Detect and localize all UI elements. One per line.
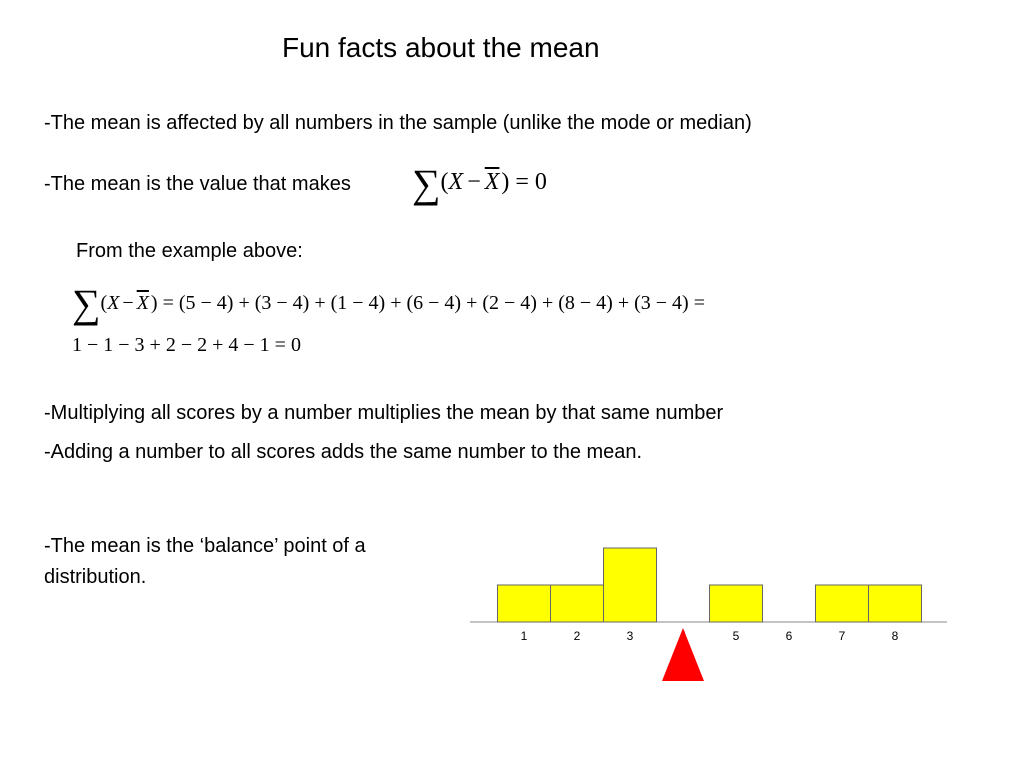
balance-histogram [460, 530, 960, 690]
balance-fulcrum-marker [662, 628, 704, 681]
tick-label-1: 1 [520, 629, 528, 643]
example-rhs: ) = (5 − 4) + (3 − 4) + (1 − 4) + (6 − 4) + (2 − 4) + (8 − 4) + (3 − 4) = [150, 292, 705, 314]
histogram-bar-1 [498, 585, 551, 622]
histogram-bar-3 [604, 548, 657, 622]
deviation-sum-formula [412, 161, 547, 206]
formula-x: X [448, 169, 464, 195]
example-x: X [107, 292, 120, 314]
tick-label-2: 2 [573, 629, 581, 643]
formula-minus: − [467, 169, 481, 195]
tick-label-5: 5 [732, 629, 740, 643]
fact-adding: -Adding a number to all scores adds the same number to the mean. [44, 441, 643, 463]
fact-balance-line2: distribution. [44, 566, 147, 588]
fact-multiplying: -Multiplying all scores by a number multiplies the mean by that same number [44, 402, 724, 424]
example-xbar: $\overline{X}$ [136, 292, 149, 314]
example-sigma-symbol: ∑ [72, 281, 101, 326]
formula-close: ) = 0 [501, 169, 547, 195]
example-label: From the example above: [76, 240, 303, 262]
histogram-bar-2 [551, 585, 604, 622]
tick-label-3: 3 [626, 629, 634, 643]
fact-balance-line1: -The mean is the ‘balance’ point of a [44, 535, 366, 557]
example-expansion-line2: 1 − 1 − 3 + 2 − 2 + 4 − 1 = 0 [72, 334, 301, 356]
fact-affected-by-all: -The mean is affected by all numbers in the sample (unlike the mode or median) [44, 112, 752, 134]
histogram-bar-8 [869, 585, 922, 622]
fact-deviation-sum [44, 173, 351, 196]
tick-label-7: 7 [838, 629, 846, 643]
tick-label-6: 6 [785, 629, 793, 643]
example-open: ( [100, 292, 108, 314]
example-minus: − [122, 292, 134, 314]
example-expansion-line1 [72, 281, 705, 326]
fact-deviation-sum-text: -The mean is the value that makes [44, 173, 351, 195]
tick-label-8: 8 [891, 629, 899, 643]
sigma-symbol: ∑ [412, 161, 441, 206]
formula-xbar: $\overline{X}$ [484, 169, 500, 195]
histogram-bar-7 [816, 585, 869, 622]
histogram-bar-5 [710, 585, 763, 622]
slide-title: Fun facts about the mean [282, 32, 600, 63]
formula-open: ( [440, 169, 449, 195]
